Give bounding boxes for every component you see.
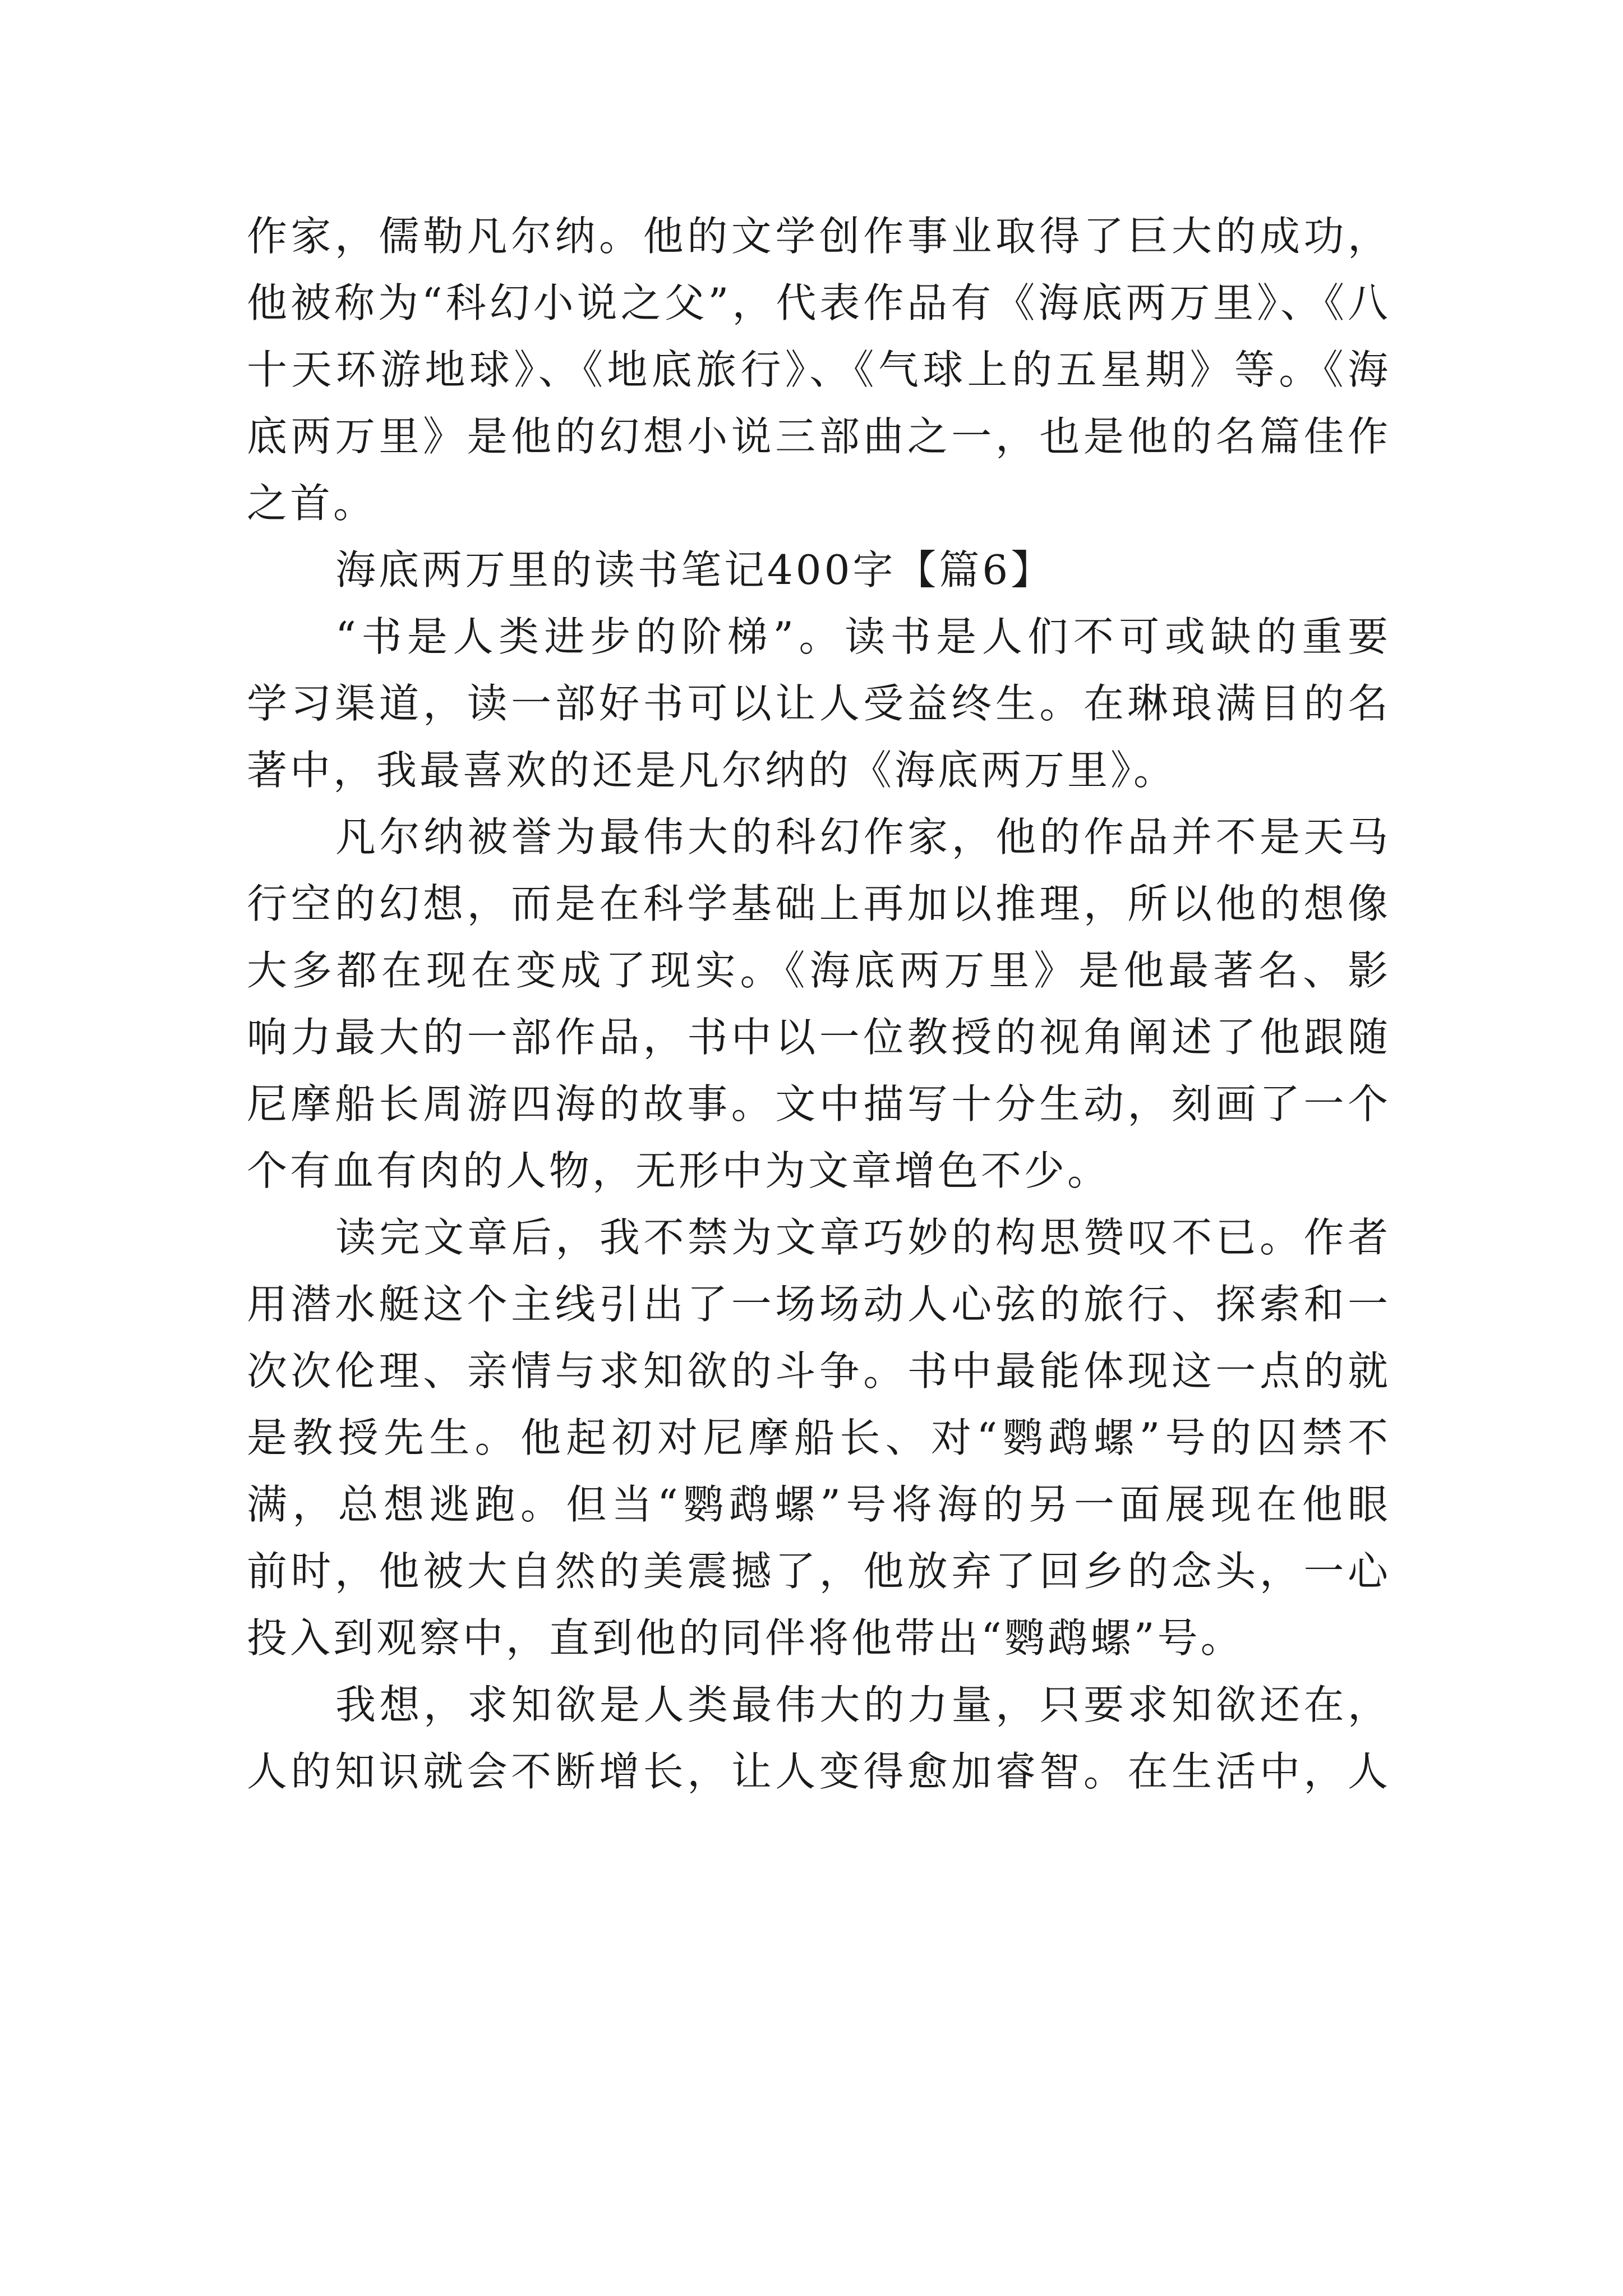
text-line: 他被称为“科幻小说之父”，代表作品有《海底两万里》、《八 xyxy=(247,279,1391,326)
text-line: 读完文章后，我不禁为文章巧妙的构思赞叹不已。作者 xyxy=(335,1214,1391,1261)
section-heading: 海底两万里的读书笔记400字【篇6】 xyxy=(335,546,1054,593)
text-line: “书是人类进步的阶梯”。读书是人们不可或缺的重要 xyxy=(335,613,1391,660)
text-line: 尼摩船长周游四海的故事。文中描写十分生动，刻画了一个 xyxy=(247,1080,1391,1128)
text-line: 学习渠道，读一部好书可以让人受益终生。在琳琅满目的名 xyxy=(247,680,1391,727)
text-line: 大多都在现在变成了现实。《海底两万里》是他最著名、影 xyxy=(247,947,1391,994)
text-line: 作家，儒勒凡尔纳。他的文学创作事业取得了巨大的成功， xyxy=(247,213,1391,260)
text-line: 底两万里》是他的幻想小说三部曲之一，也是他的名篇佳作 xyxy=(247,413,1391,460)
text-line: 次次伦理、亲情与求知欲的斗争。书中最能体现这一点的就 xyxy=(247,1347,1391,1395)
text-line: 十天环游地球》、《地底旅行》、《气球上的五星期》等。《海 xyxy=(247,346,1391,393)
text-line: 个有血有肉的人物，无形中为文章增色不少。 xyxy=(247,1147,1111,1194)
text-line: 用潜水艇这个主线引出了一场场动人心弦的旅行、探索和一 xyxy=(247,1281,1391,1328)
text-line: 是教授先生。他起初对尼摩船长、对“鹦鹉螺”号的囚禁不 xyxy=(247,1414,1391,1461)
text-line: 行空的幻想，而是在科学基础上再加以推理，所以他的想像 xyxy=(247,880,1391,927)
text-line: 我想，求知欲是人类最伟大的力量，只要求知欲还在， xyxy=(335,1681,1391,1728)
text-line: 满，总想逃跑。但当“鹦鹉螺”号将海的另一面展现在他眼 xyxy=(247,1481,1391,1528)
text-line: 前时，他被大自然的美震撼了，他放弃了回乡的念头，一心 xyxy=(247,1548,1391,1595)
text-line: 凡尔纳被誉为最伟大的科幻作家，他的作品并不是天马 xyxy=(335,813,1391,861)
text-line: 投入到观察中，直到他的同伴将他带出“鹦鹉螺”号。 xyxy=(247,1614,1244,1662)
text-line: 人的知识就会不断增长，让人变得愈加睿智。在生活中，人 xyxy=(247,1748,1391,1795)
text-line: 响力最大的一部作品，书中以一位教授的视角阐述了他跟随 xyxy=(247,1014,1391,1061)
text-line: 之首。 xyxy=(247,480,377,527)
document-body xyxy=(247,203,1391,1805)
text-line: 著中，我最喜欢的还是凡尔纳的《海底两万里》。 xyxy=(247,747,1177,794)
